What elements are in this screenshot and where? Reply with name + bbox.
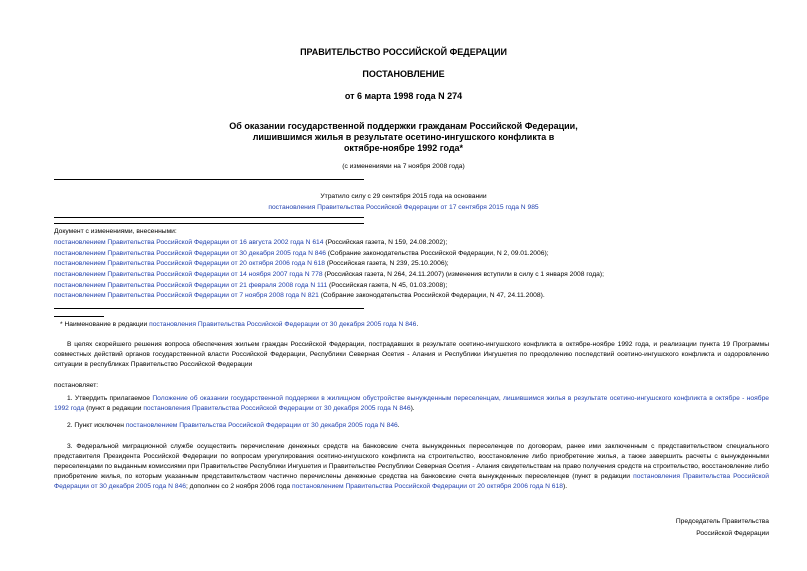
document-date-number: от 6 марта 1998 года N 274 bbox=[344, 91, 463, 101]
point-3 bbox=[54, 442, 769, 492]
regulation-link[interactable]: Положение об оказании государственной поддержки в жилищном обустройстве вынужденным переселенцам, лишившимся жилья в результате осетино-ингушского конфликта в октябре - ноябре 1992 года bbox=[54, 395, 770, 412]
point-2-text: 2. Пункт исключен bbox=[67, 422, 126, 429]
point-2-suffix: . bbox=[397, 422, 400, 429]
point-3-middle: ; дополнен со 2 ноября 2006 года bbox=[185, 483, 293, 490]
point-1 bbox=[54, 394, 769, 414]
preamble-paragraph: В целях скорейшего решения вопроса обеспечения жильем граждан Российской Федерации, пострадавших в результате осетино-ингушского конфликта в октябре-ноябре 1992 года, и реализации пункта 19 Программы совместных действий органов государственной власти Российской Федерации, Республики Северная Осетия - Алания и Республики Ингушетия по преодолению последствий осетино-ингушского конфликта и оздоровлению ситуации в республиках Правительство Российской Федерации bbox=[54, 341, 769, 368]
document-title-line-3: октябре-ноябре 1992 года* bbox=[343, 143, 464, 153]
amendment-link[interactable]: постановлением Правительства Российской Федерации от 14 ноября 2007 года N 778 bbox=[54, 271, 323, 279]
footnote-suffix: . bbox=[416, 321, 419, 328]
point-3-text: 3. Федеральной миграционной службе осуществить перечисление денежных средств на банковские счета вынужденных переселенцев по договорам, ранее ими заключенным с представительством специального представителя Президента Российской Федерации по вопросам урегулирования осетино-ингушского конфликта на строительство, восстановление либо приобретение жилья, а также завершить расчеты с вынужденными переселенцами по выданным комиссиями при Правительстве Республики Ингушетия и Правительстве Республики Северная Осетия - Алания свидетельствам на право получения средств на строительство, восстановление либо приобретение жилья, по которым указанным представительством частично перечислены денежные средства на банковские счета вынужденных переселенцев (пункт в редакции bbox=[54, 443, 769, 480]
footnote-rule bbox=[54, 316, 104, 317]
footnote bbox=[54, 320, 769, 330]
separator-rule bbox=[54, 179, 364, 180]
repeal-link[interactable]: постановления Правительства Российской Федерации от 17 сентября 2015 года N 985 bbox=[268, 204, 539, 211]
amendment-link[interactable]: постановления Правительства Российской Федерации от 30 декабря 2005 года N 846 bbox=[54, 473, 769, 490]
separator-rule bbox=[54, 308, 364, 309]
signature-organization: Российской Федерации bbox=[696, 530, 769, 537]
amendment-source: (Собрание законодательства Российской Федерации, N 47, 24.11.2008). bbox=[318, 292, 545, 300]
amendment-link[interactable]: постановлением Правительства Российской Федерации от 7 ноября 2008 года N 821 bbox=[54, 292, 319, 300]
amendment-source: (Российская газета, N 239, 25.10.2006); bbox=[324, 260, 449, 268]
document-title-line-2: лишившимся жилья в результате осетино-ингушского конфликта в bbox=[252, 132, 555, 142]
point-1-middle: (пункт в редакции bbox=[84, 405, 144, 412]
amendment-source: (Российская газета, N 159, 24.08.2002); bbox=[323, 239, 448, 246]
document-type: ПОСТАНОВЛЕНИЕ bbox=[362, 69, 445, 79]
list-item bbox=[54, 292, 769, 303]
amendment-link[interactable]: постановлением Правительства Российской Федерации от 30 декабря 2005 года N 846 bbox=[125, 422, 398, 429]
changes-list bbox=[54, 239, 769, 303]
amendment-link[interactable]: постановлением Правительства Российской Федерации от 16 августа 2002 года N 614 bbox=[54, 239, 324, 246]
repeal-text: Утратило силу с 29 сентября 2015 года на основании bbox=[320, 193, 487, 200]
amendment-link[interactable]: постановлением Правительства Российской Федерации от 21 февраля 2008 года N 111 bbox=[54, 281, 328, 289]
list-item bbox=[54, 250, 769, 261]
amendment-link[interactable]: постановлением Правительства Российской Федерации от 30 декабря 2005 года N 846 bbox=[54, 249, 326, 257]
amendment-link[interactable]: постановлением Правительства Российской Федерации от 20 октября 2006 года N 618 bbox=[54, 260, 325, 268]
list-item bbox=[54, 239, 769, 250]
decree-word: постановляет: bbox=[54, 382, 99, 389]
amendment-link[interactable]: постановлением Правительства Российской Федерации от 20 октября 2006 года N 618 bbox=[292, 483, 563, 490]
amended-note: (с изменениями на 7 ноября 2008 года) bbox=[342, 163, 465, 170]
footnote-link[interactable]: постановления Правительства Российской Федерации от 30 декабря 2005 года N 846 bbox=[149, 321, 417, 328]
amendment-source: (Российская газета, N 45, 01.03.2008); bbox=[327, 281, 448, 289]
amendment-source: (Собрание законодательства Российской Федерации, N 2, 09.01.2006); bbox=[325, 249, 549, 257]
separator-rule bbox=[54, 217, 364, 218]
point-1-suffix: ). bbox=[410, 405, 415, 412]
list-item bbox=[54, 271, 769, 282]
point-3-suffix: ). bbox=[562, 483, 568, 490]
footnote-text: * Наименование в редакции bbox=[60, 321, 150, 328]
amendment-source: (Российская газета, N 264, 24.11.2007) (изменения вступили в силу с 1 января 2008 года); bbox=[322, 271, 604, 279]
separator-rule bbox=[54, 223, 364, 224]
issuing-authority: ПРАВИТЕЛЬСТВО РОССИЙСКОЙ ФЕДЕРАЦИИ bbox=[300, 47, 507, 57]
changes-heading: Документ с изменениями, внесенными: bbox=[54, 228, 177, 235]
list-item bbox=[54, 282, 769, 293]
point-1-text: 1. Утвердить прилагаемое bbox=[67, 395, 153, 402]
point-2 bbox=[54, 421, 769, 431]
list-item bbox=[54, 260, 769, 271]
document-title-line-1: Об оказании государственной поддержки гражданам Российской Федерации, bbox=[229, 121, 578, 131]
amendment-link[interactable]: постановления Правительства Российской Федерации от 30 декабря 2005 года N 846 bbox=[143, 405, 411, 412]
signature-title: Председатель Правительства bbox=[675, 518, 769, 525]
